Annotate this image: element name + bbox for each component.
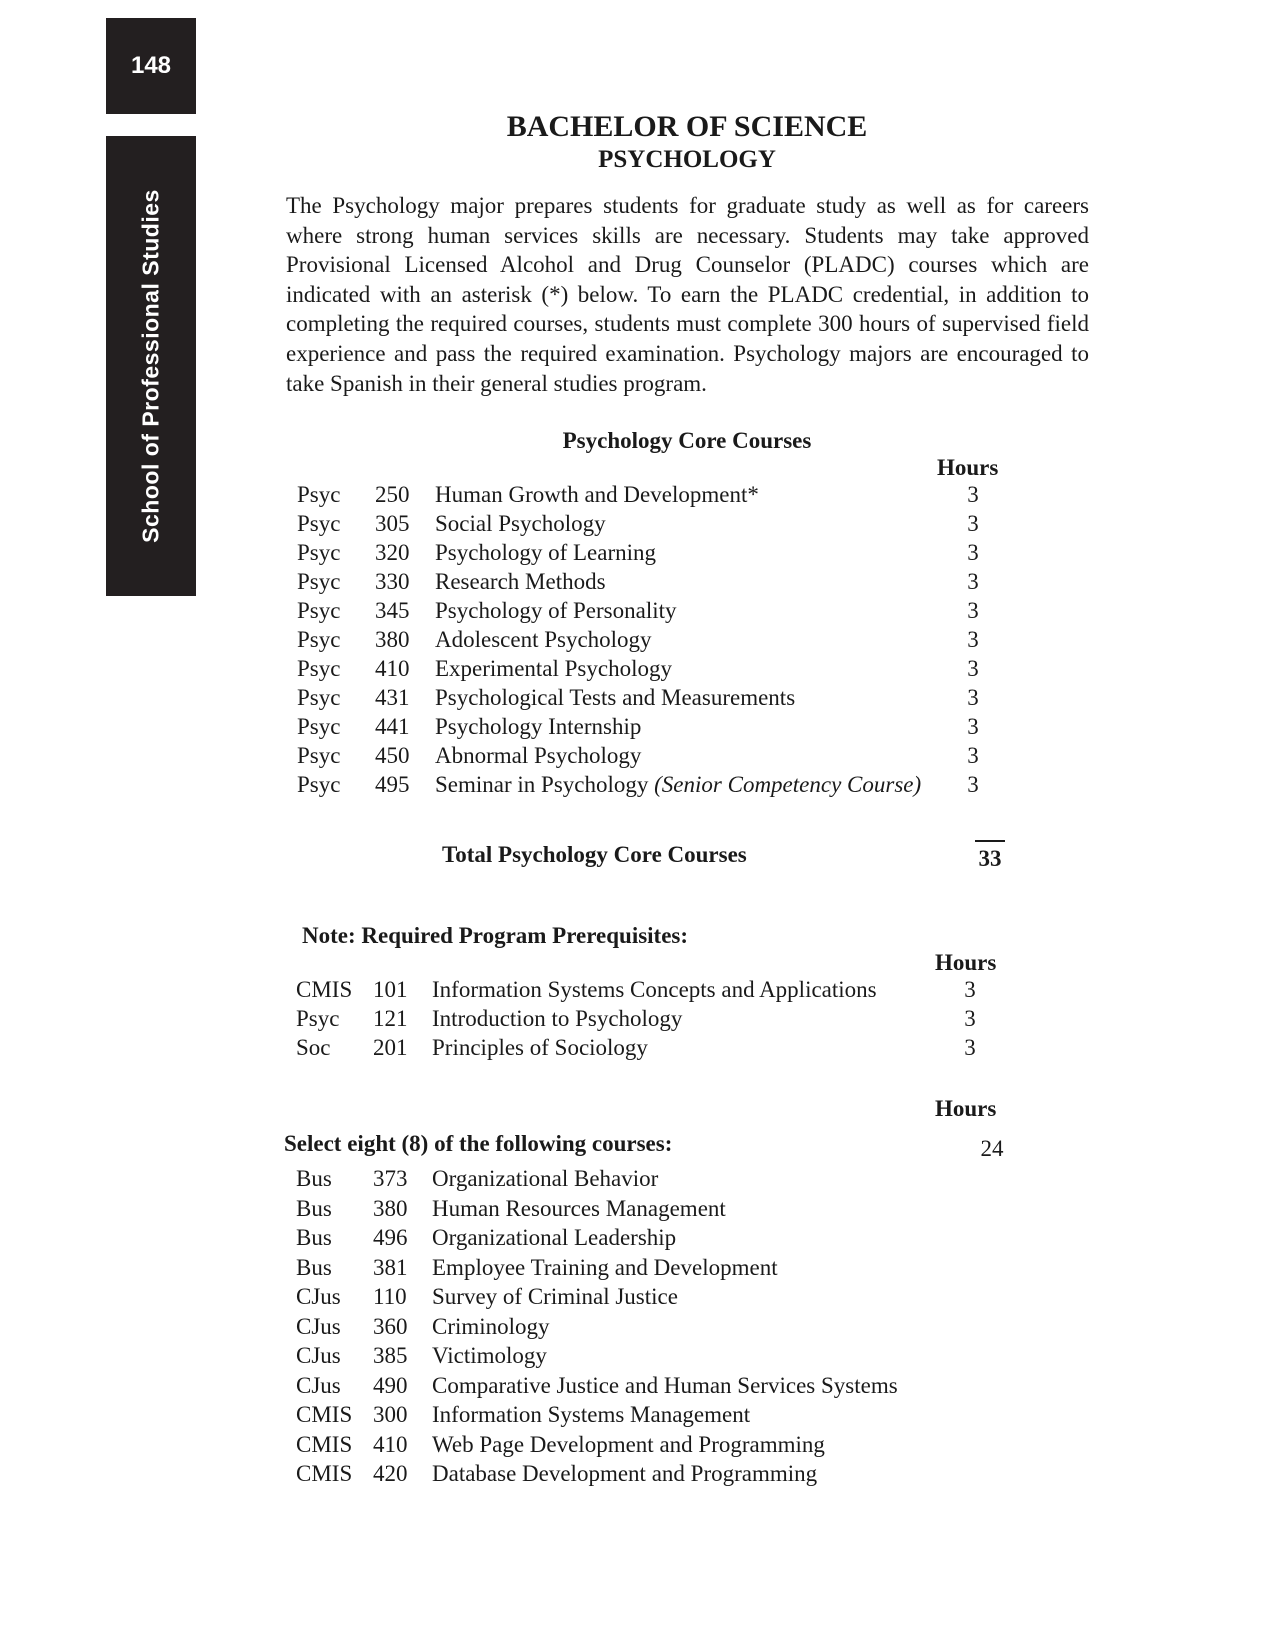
course-dept: CMIS: [296, 977, 353, 1002]
course-dept: Psyc: [297, 627, 341, 652]
page-number: 148: [130, 52, 172, 79]
course-title: Introduction to Psychology: [432, 1006, 683, 1031]
course-title: Human Resources Management: [432, 1195, 726, 1221]
course-dept: Psyc: [297, 540, 341, 565]
course-dept: Psyc: [297, 772, 341, 797]
course-title-text: Seminar in Psychology: [435, 772, 649, 797]
course-number: 201: [373, 1035, 408, 1060]
course-title: Information Systems Concepts and Applications: [432, 977, 877, 1002]
course-number: 305: [375, 511, 410, 536]
core-hours-heading: Hours: [937, 455, 999, 480]
course-number: 410: [373, 1431, 408, 1457]
course-title: Social Psychology: [435, 511, 606, 536]
course-number: 250: [375, 482, 410, 507]
course-dept: Psyc: [297, 656, 341, 681]
course-dept: CJus: [296, 1343, 341, 1368]
course-dept: Bus: [296, 1254, 332, 1280]
course-title: Research Methods: [435, 569, 606, 594]
course-dept: CJus: [296, 1313, 341, 1339]
course-title: Psychology of Learning: [435, 540, 657, 565]
course-hours: 3: [967, 743, 979, 768]
core-total-label: Total Psychology Core Courses: [442, 842, 747, 867]
core-total-value: 33: [978, 846, 1002, 871]
course-title: [435, 772, 921, 798]
prereq-hours-heading: Hours: [935, 950, 997, 975]
course-dept: Bus: [296, 1166, 332, 1191]
prerequisites-heading: Note: Required Program Prerequisites:: [302, 923, 689, 948]
course-title: Comparative Justice and Human Services Systems: [432, 1372, 898, 1398]
course-title: Psychology of Personality: [435, 598, 677, 623]
section-label: School of Professional Studies: [137, 189, 164, 543]
course-title: Criminology: [432, 1313, 550, 1339]
course-number: 495: [375, 772, 410, 797]
course-title: Principles of Sociology: [432, 1035, 648, 1060]
electives-hours: 24: [980, 1136, 1004, 1161]
course-dept: Soc: [296, 1035, 331, 1060]
course-number: 385: [373, 1343, 408, 1368]
course-hours: 3: [967, 482, 979, 507]
course-dept: Bus: [296, 1195, 332, 1221]
intro-paragraph: The Psychology major prepares students for graduate study as well as for careers where strong human services skills are necessary. Students may take approved Provisional Licensed Alcohol and Drug Counselor (PLADC) courses which are indicated with an asterisk (*) below. To earn the PLADC credential, in addition to completing the required courses, students must complete 300 hours of supervised field experience and pass the required examination. Psychology majors are encouraged to take Spanish in their general studies program.: [286, 193, 1089, 396]
course-number: 300: [373, 1402, 408, 1427]
course-number: 380: [375, 627, 410, 652]
course-title: Adolescent Psychology: [435, 627, 652, 652]
course-hours: 3: [967, 627, 979, 652]
course-title: Psychological Tests and Measurements: [435, 685, 796, 710]
course-dept: Psyc: [297, 714, 341, 739]
course-dept: Psyc: [297, 598, 341, 623]
course-number: 121: [373, 1006, 408, 1031]
course-dept: CMIS: [296, 1431, 353, 1457]
course-hours: 3: [964, 1035, 976, 1060]
course-dept: Bus: [296, 1225, 332, 1250]
course-number: 431: [375, 685, 410, 710]
course-number: 330: [375, 569, 410, 594]
course-number: 450: [375, 743, 410, 768]
course-hours: 3: [967, 598, 979, 623]
electives-heading: Select eight (8) of the following courses:: [284, 1131, 673, 1156]
course-hours: 3: [967, 511, 979, 536]
page-title: BACHELOR OF SCIENCE: [506, 110, 868, 143]
course-dept: Psyc: [297, 685, 341, 710]
course-title: Human Growth and Development*: [435, 482, 759, 507]
course-number: 345: [375, 598, 410, 623]
course-title: Information Systems Management: [432, 1402, 751, 1427]
core-courses-heading: Psychology Core Courses: [562, 428, 812, 453]
course-number: 373: [373, 1166, 408, 1191]
course-hours: 3: [967, 685, 979, 710]
course-dept: Psyc: [297, 482, 341, 507]
course-number: 420: [373, 1461, 408, 1486]
course-hours: 3: [967, 714, 979, 739]
course-number: 110: [373, 1284, 407, 1309]
total-rule: [975, 840, 1005, 842]
course-hours: 3: [964, 1006, 976, 1031]
course-note: (Senior Competency Course): [654, 772, 922, 797]
course-number: 410: [375, 656, 410, 681]
course-title: Survey of Criminal Justice: [432, 1284, 678, 1309]
page-number-tab: [106, 18, 196, 114]
course-title: Experimental Psychology: [435, 656, 672, 681]
course-dept: Psyc: [297, 569, 341, 594]
course-title: Abnormal Psychology: [435, 743, 642, 768]
course-number: 380: [373, 1195, 408, 1221]
course-number: 320: [375, 540, 410, 565]
course-title: Database Development and Programming: [432, 1461, 818, 1486]
course-dept: Psyc: [296, 1006, 340, 1031]
course-title: Organizational Leadership: [432, 1225, 677, 1250]
course-hours: 3: [964, 977, 976, 1002]
course-dept: CJus: [296, 1372, 341, 1398]
course-number: 360: [373, 1313, 408, 1339]
elective-hours-heading: Hours: [935, 1096, 997, 1121]
section-tab: [106, 136, 196, 596]
course-title: Psychology Internship: [435, 714, 642, 739]
course-title: Victimology: [432, 1343, 547, 1368]
course-dept: CMIS: [296, 1461, 353, 1486]
course-title: Web Page Development and Programming: [432, 1431, 825, 1457]
course-dept: CJus: [296, 1284, 341, 1309]
course-hours: 3: [967, 772, 979, 797]
course-hours: 3: [967, 540, 979, 565]
page-subtitle: PSYCHOLOGY: [598, 146, 776, 173]
course-number: 496: [373, 1225, 408, 1250]
course-hours: 3: [967, 656, 979, 681]
course-title: Organizational Behavior: [432, 1166, 659, 1191]
course-title: Employee Training and Development: [432, 1254, 778, 1280]
course-dept: Psyc: [297, 511, 341, 536]
course-number: 381: [373, 1254, 408, 1280]
course-number: 441: [375, 714, 410, 739]
course-number: 101: [373, 977, 408, 1002]
course-hours: 3: [967, 569, 979, 594]
course-dept: CMIS: [296, 1402, 353, 1427]
course-dept: Psyc: [297, 743, 341, 768]
course-number: 490: [373, 1372, 408, 1398]
